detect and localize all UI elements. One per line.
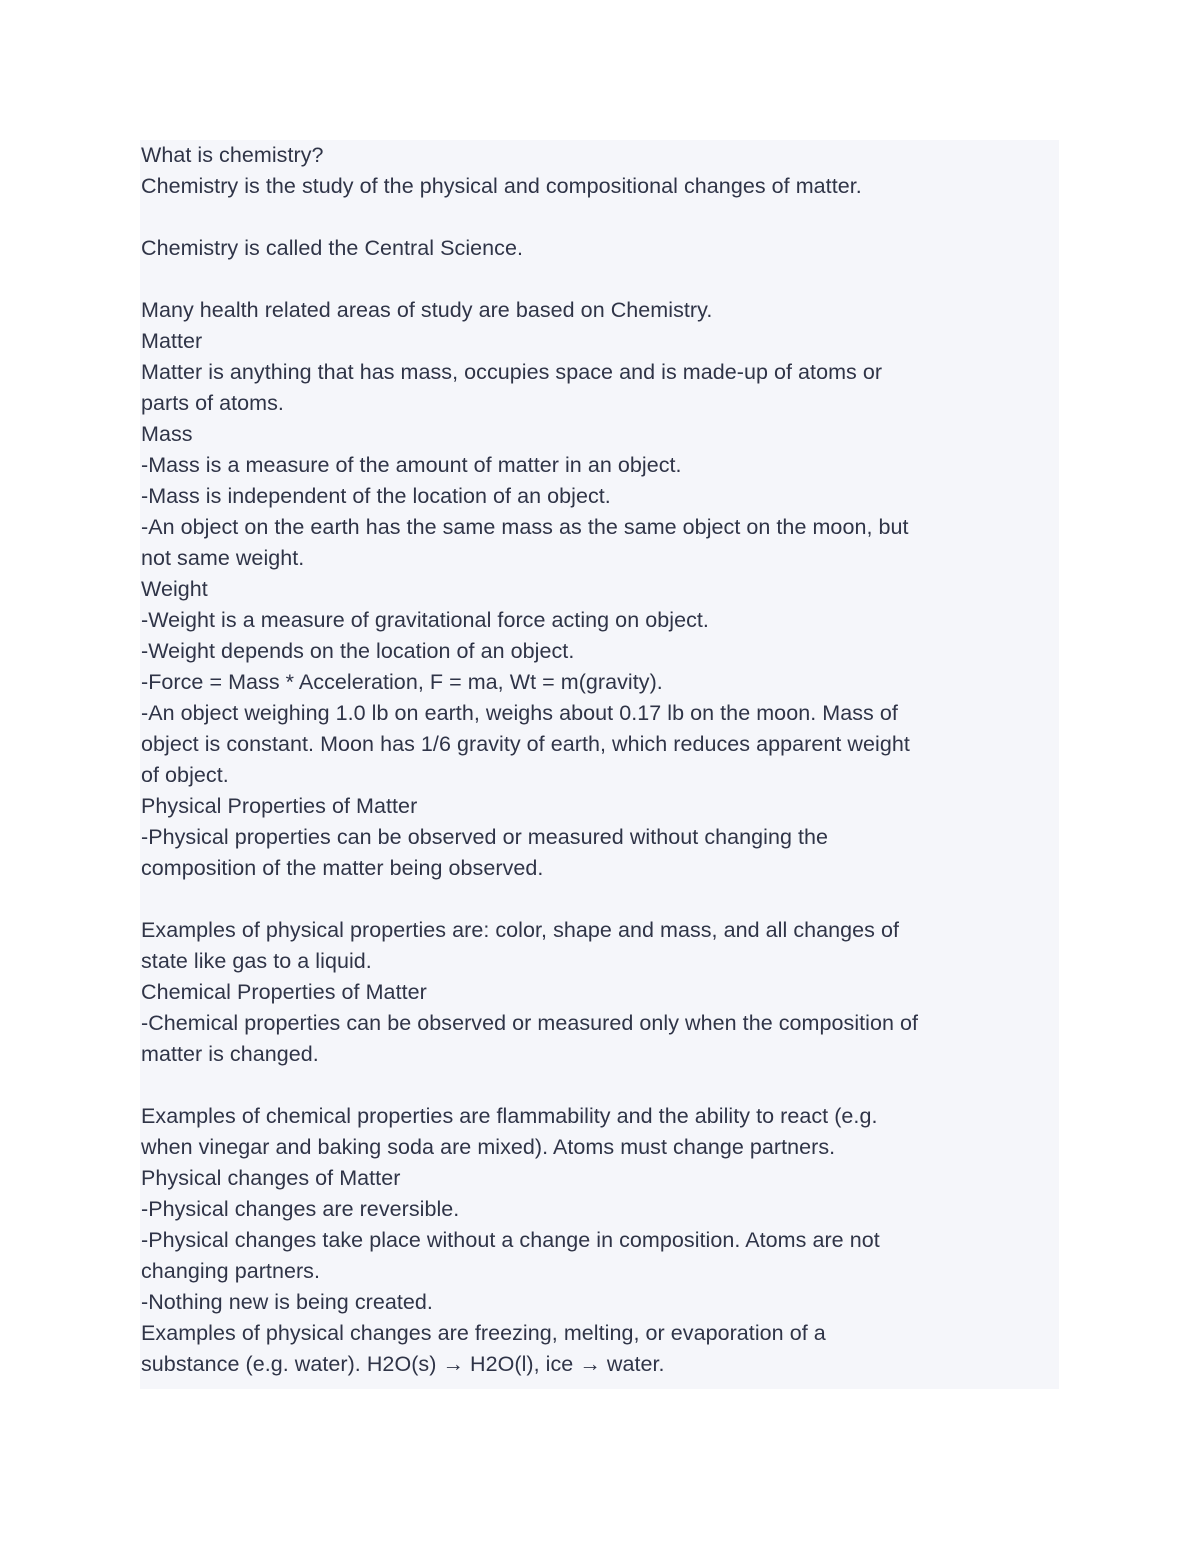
document-text (141, 140, 1059, 1380)
line-matter-1: Matter is anything that has mass, occupies space and is made-up of atoms or (141, 360, 883, 384)
heading-physical-changes: Physical changes of Matter (141, 1166, 401, 1190)
line-weight-3: -Force = Mass * Acceleration, F = ma, Wt = m(gravity). (141, 670, 663, 694)
line-weight-5: object is constant. Moon has 1/6 gravity of earth, which reduces apparent weight (141, 732, 910, 756)
line-physical-examples-1: Examples of physical properties are: color, shape and mass, and all changes of (141, 918, 900, 942)
line-weight-2: -Weight depends on the location of an object. (141, 639, 575, 663)
heading-matter: Matter (141, 329, 203, 353)
line-physical-properties-1: -Physical properties can be observed or measured without changing the (141, 825, 829, 849)
heading-chemical-properties: Chemical Properties of Matter (141, 980, 427, 1004)
line-weight-1: -Weight is a measure of gravitational force acting on object. (141, 608, 709, 632)
line-blank (141, 264, 1059, 295)
line-definition: Chemistry is the study of the physical and compositional changes of matter. (141, 174, 862, 198)
line-physical-changes-1: -Physical changes are reversible. (141, 1197, 460, 1221)
line-matter-2: parts of atoms. (141, 391, 284, 415)
line-chemical-properties-1: -Chemical properties can be observed or measured only when the composition of (141, 1011, 919, 1035)
heading-physical-properties: Physical Properties of Matter (141, 794, 418, 818)
line-weight-4: -An object weighing 1.0 lb on earth, weighs about 0.17 lb on the moon. Mass of (141, 701, 898, 725)
text-block (140, 140, 1059, 1389)
line-blank (141, 884, 1059, 915)
line-chemical-examples-2: when vinegar and baking soda are mixed). Atoms must change partners. (141, 1135, 836, 1159)
line-physical-examples-2: state like gas to a liquid. (141, 949, 372, 973)
line-health: Many health related areas of study are based on Chemistry. (141, 298, 713, 322)
line-central-science: Chemistry is called the Central Science. (141, 236, 523, 260)
line-question: What is chemistry? (141, 143, 324, 167)
line-blank (141, 202, 1059, 233)
line-physical-changes-2: -Physical changes take place without a change in composition. Atoms are not (141, 1228, 880, 1252)
heading-weight: Weight (141, 577, 208, 601)
line-mass-4: not same weight. (141, 546, 305, 570)
line-physical-changes-examples-2: substance (e.g. water). H2O(s) → H2O(l), ice → water. (141, 1352, 665, 1376)
line-blank (141, 1070, 1059, 1101)
line-mass-1: -Mass is a measure of the amount of matter in an object. (141, 453, 682, 477)
line-chemical-examples-1: Examples of chemical properties are flammability and the ability to react (e.g. (141, 1104, 878, 1128)
line-physical-changes-examples-1: Examples of physical changes are freezing, melting, or evaporation of a (141, 1321, 826, 1345)
line-mass-2: -Mass is independent of the location of an object. (141, 484, 611, 508)
heading-mass: Mass (141, 422, 193, 446)
line-chemical-properties-2: matter is changed. (141, 1042, 319, 1066)
line-physical-properties-2: composition of the matter being observed. (141, 856, 544, 880)
line-mass-3: -An object on the earth has the same mass as the same object on the moon, but (141, 515, 909, 539)
line-physical-changes-4: -Nothing new is being created. (141, 1290, 433, 1314)
line-physical-changes-3: changing partners. (141, 1259, 320, 1283)
line-weight-6: of object. (141, 763, 229, 787)
